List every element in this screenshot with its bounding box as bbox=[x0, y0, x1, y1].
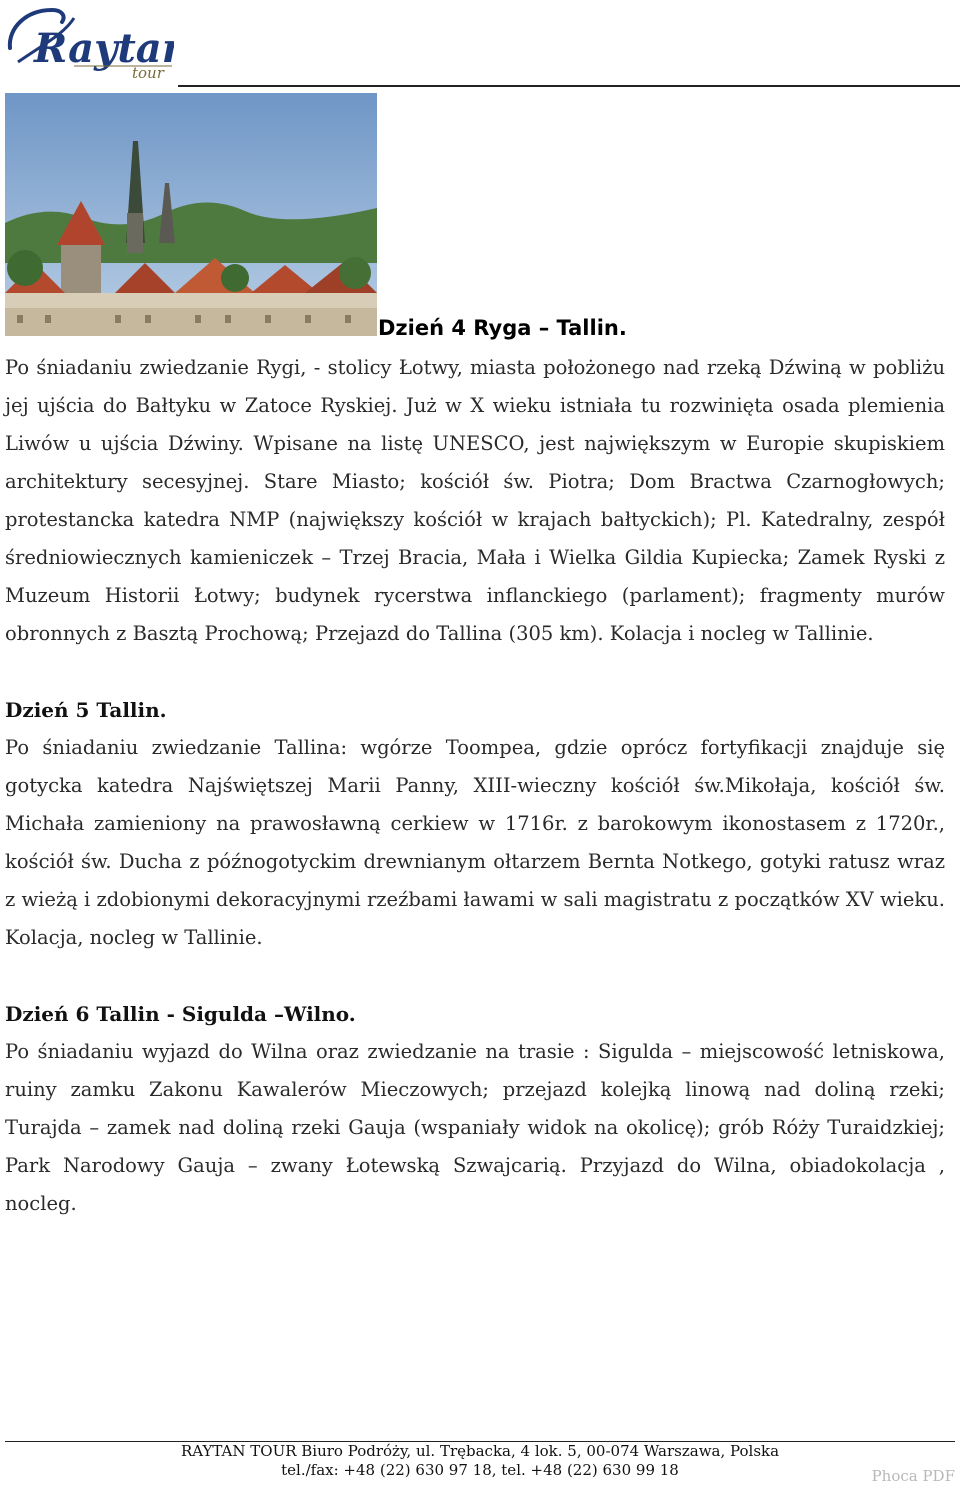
logo-icon bbox=[4, 4, 174, 82]
logo-sub-text: tour bbox=[132, 64, 164, 82]
logo-brand-text: Rayta bbox=[34, 25, 162, 72]
photo-icon bbox=[5, 93, 377, 336]
day-4-title: Dzień 4 Ryga – Tallin. bbox=[378, 316, 627, 340]
footer-address: RAYTAN TOUR Biuro Podróży, ul. Trębacka, 4 lok. 5, 00-074 Warszawa, Polska bbox=[180, 1442, 780, 1460]
footer-phone: tel./fax: +48 (22) 630 97 18, tel. +48 (22) 630 99 18 bbox=[281, 1461, 679, 1479]
phoca-pdf-watermark[interactable]: Phoca PDF bbox=[871, 1467, 955, 1485]
tallinn-old-town-photo bbox=[5, 93, 377, 336]
day-4-description: Po śniadaniu zwiedzanie Rygi, - stolicy Łotwy, miasta położonego nad rzeką Dźwiną w pobliżu jej ujścia do Bałtyku w Zatoce Ryskiej. Już w X wieku istniała tu rozwinięta osada plemienia Liwów u ujścia Dźwiny. Wpisane na listę UNESCO, jest największym w Europie skupiskiem architektury secesyjnej. Stare Miasto; kościół św. Piotra; Dom Bractwa Czarnogłowych; protestancka katedra NMP (największy kościół w krajach bałtyckich); Pl. Katedralny, zespół średniowiecznych kamieniczek – Trzej Bracia, Mała i Wielka Gildia Kupiecka; Zamek Ryski z Muzeum Historii Łotwy; budynek rycerstwa inflanckiego (parlament); fragmenty murów obronnych z Basztą Prochową; Przejazd do Tallina (305 km). Kolacja i nocleg w Tallinie. bbox=[5, 356, 945, 645]
day-5-description: Po śniadaniu zwiedzanie Tallina: wgórze Toompea, gdzie oprócz fortyfikacji znajduje się gotycka katedra Najświętszej Marii Panny, XIII-wieczny kościół św.Mikołaja, kościół św. Michała zamieniony na prawosławną cerkiew w 1716r. z barokowym ikonostasem z 1720r., kościół św. Ducha z późnogotyckim drewnianym ołtarzem Bernta Notkego, gotyki ratusz wraz z wieżą i zdobionymi dekoracyjnymi rzeźbami ławami w sali magistratu z początków XV wieku. Kolacja, nocleg w Tallinie. bbox=[5, 736, 945, 949]
itinerary-content bbox=[5, 349, 945, 1223]
raytan-tour-logo bbox=[4, 4, 174, 82]
day-5-title: Dzień 5 Tallin. bbox=[5, 698, 167, 722]
footer bbox=[0, 1442, 960, 1480]
header-rule bbox=[178, 85, 960, 87]
day-6-title: Dzień 6 Tallin - Sigulda –Wilno. bbox=[5, 1002, 356, 1026]
day-6-description: Po śniadaniu wyjazd do Wilna oraz zwiedzanie na trasie : Sigulda – miejscowość letniskowa, ruiny zamku Zakonu Kawalerów Mieczowych; przejazd kolejką linową nad doliną rzeki; Turajda – zamek nad doliną rzeki Gauja (wspaniały widok na okolicę); grób Róży Turaidzkiej; Park Narodowy Gauja – zwany Łotewską Szwajcarią. Przyjazd do Wilna, obiadokolacja , nocleg. bbox=[5, 1040, 945, 1215]
